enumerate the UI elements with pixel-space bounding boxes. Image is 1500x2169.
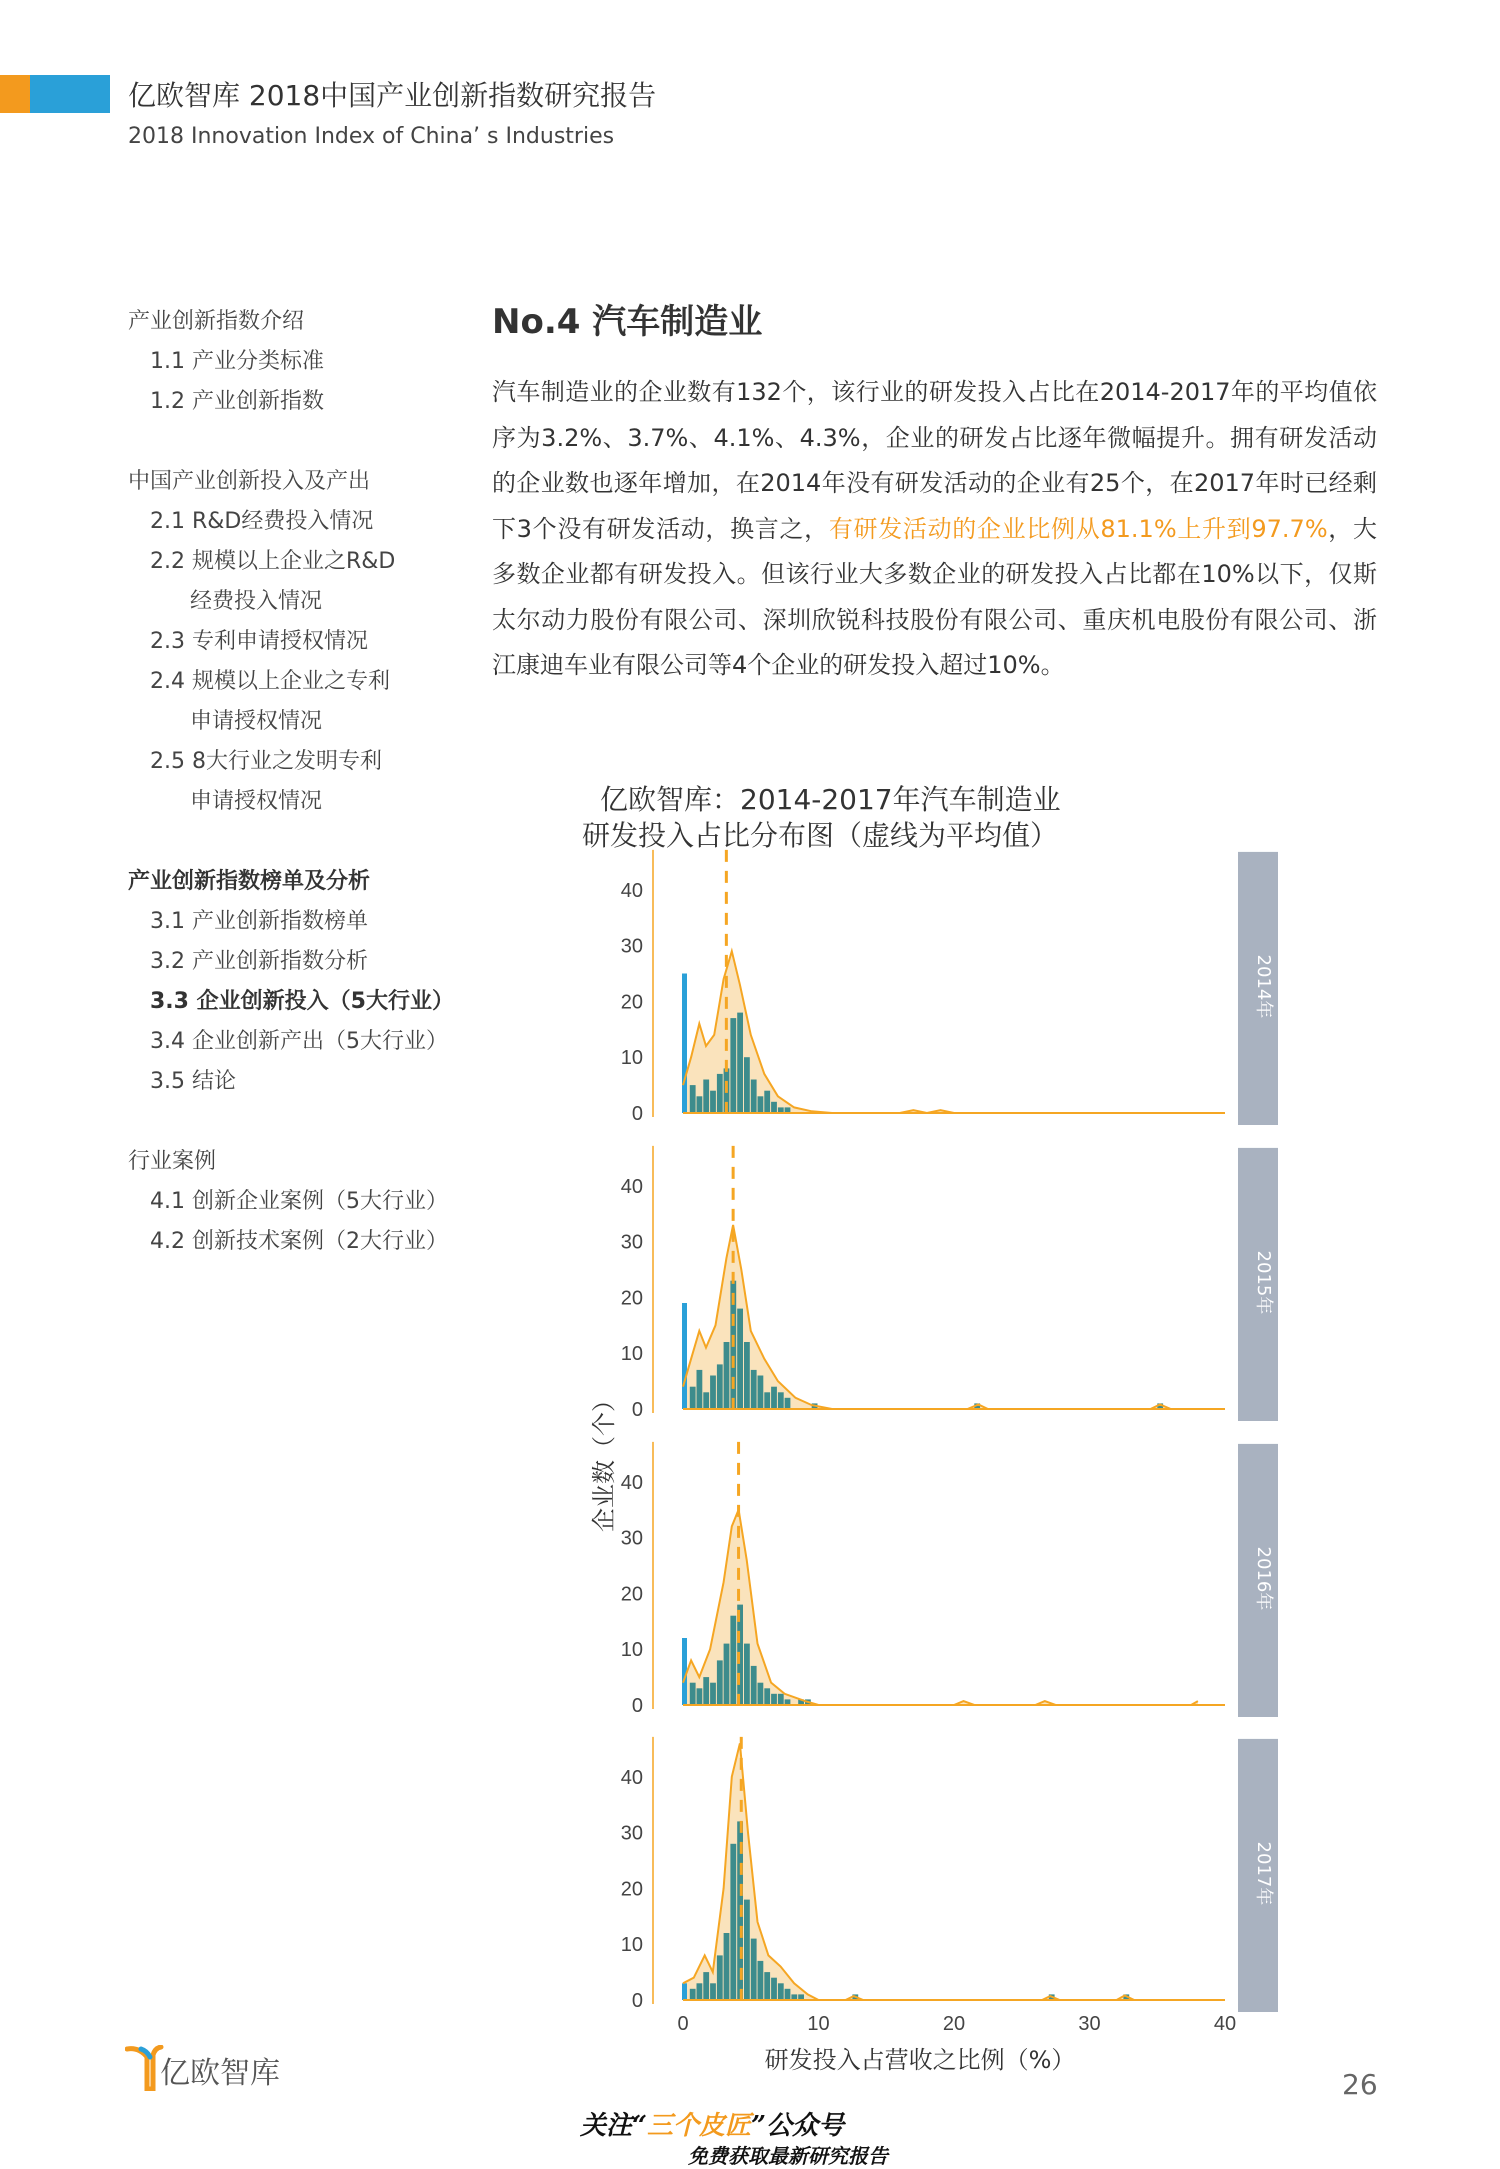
x-tick-label: 30 xyxy=(1078,2013,1101,2035)
histogram-bar xyxy=(710,1091,716,1113)
panel-2015年 xyxy=(621,1146,1278,1421)
promo-line-1 xyxy=(580,2105,844,2142)
no-rd-bar xyxy=(682,1983,687,2000)
no-rd-bar xyxy=(682,1303,687,1409)
histogram-bar xyxy=(771,1694,777,1705)
toc-heading[interactable]: 产业创新指数介绍 xyxy=(128,309,305,334)
y-tick-label: 20 xyxy=(620,1878,643,1901)
body-text-part-1: 汽车制造业的企业数有132个，该行业的研发投入占比在2014-2017年的平均值依序为3.2%、3.7%、4.1%、4.3%，企业的研发占比逐年微幅提升。拥有研发活动的企业数也逐年增加，在2014年没有研发活动的企业有25个，在2017年时已经剩下3个没有研发活动，换言之， xyxy=(492,378,1377,543)
toc-group-2 xyxy=(128,462,488,822)
histogram-bar xyxy=(690,1683,696,1705)
toc-item[interactable]: 2.2 规模以上企业之R&D xyxy=(150,549,396,574)
toc-item[interactable]: 2.1 R&D经费投入情况 xyxy=(150,509,374,534)
y-tick-label: 10 xyxy=(620,1639,643,1662)
toc-item[interactable]: 3.4 企业创新产出（5大行业） xyxy=(150,1029,448,1054)
histogram-bar xyxy=(697,1983,703,2000)
toc-heading-current[interactable]: 产业创新指数榜单及分析 xyxy=(128,869,371,894)
table-of-contents xyxy=(128,302,488,1302)
histogram-bar xyxy=(724,1342,730,1409)
y-tick-label: 10 xyxy=(620,1047,643,1070)
histogram-bar xyxy=(758,1961,764,2000)
toc-item-continued[interactable]: 申请授权情况 xyxy=(190,709,323,734)
histogram-bar xyxy=(730,1844,736,2000)
histogram-bar xyxy=(703,1392,709,1409)
toc-heading[interactable]: 中国产业创新投入及产出 xyxy=(128,469,371,494)
histogram-bar xyxy=(717,1364,723,1409)
promo-text: 关注“ xyxy=(580,2111,647,2141)
facet-strip-label: 2017年 xyxy=(1253,1841,1274,1906)
histogram-bar xyxy=(690,1989,696,2000)
panel-2016年 xyxy=(621,1442,1278,1717)
histogram-bar xyxy=(744,1342,750,1409)
histogram-bar xyxy=(744,1057,750,1113)
y-tick-label: 10 xyxy=(620,1934,643,1957)
histogram-bar xyxy=(697,1688,703,1705)
section-title: No.4 汽车制造业 xyxy=(492,302,763,342)
histogram-bar xyxy=(778,1983,784,2000)
toc-group-4 xyxy=(128,1142,488,1262)
histogram-bar xyxy=(785,1398,791,1409)
y-tick-label: 20 xyxy=(620,1287,643,1310)
histogram-bar xyxy=(758,1376,764,1410)
toc-item[interactable]: 2.4 规模以上企业之专利 xyxy=(150,669,390,694)
histogram-bar xyxy=(758,1096,764,1113)
toc-item-continued[interactable]: 经费投入情况 xyxy=(190,589,323,614)
histogram-bar xyxy=(697,1096,703,1113)
histogram-bar xyxy=(764,1688,770,1705)
histogram-bar xyxy=(710,1376,716,1410)
promo-account-name: 三个皮匠 xyxy=(646,2111,751,2141)
histogram-bar xyxy=(730,1616,736,1705)
x-tick-label: 20 xyxy=(942,2013,966,2035)
y-tick-label: 40 xyxy=(620,879,643,902)
y-tick-label: 40 xyxy=(620,1471,643,1494)
y-tick-label: 0 xyxy=(631,1103,643,1125)
body-text-part-2: ，大多数企业都有研发投入。但该行业大多数企业的研发投入占比都在10%以下，仅斯太尔动力股份有限公司、深圳欣锐科技股份有限公司、重庆机电股份有限公司、浙江康迪车业有限公司等4个企业的研发投入超过10%。 xyxy=(492,514,1377,679)
histogram-bar xyxy=(717,1074,723,1113)
histogram-bar xyxy=(710,1983,716,2000)
histogram-bar xyxy=(703,1080,709,1114)
histogram-bar xyxy=(737,1309,743,1409)
histogram-bar xyxy=(717,1660,723,1705)
panel-2017年 xyxy=(621,1737,1278,2012)
header-accent-blue xyxy=(30,75,110,113)
page-number: 26 xyxy=(1342,2068,1378,2101)
y-tick-label: 20 xyxy=(620,1583,643,1606)
body-highlight: 有研发活动的企业比例从81.1%上升到97.7% xyxy=(828,514,1328,543)
y-tick-label: 30 xyxy=(620,1822,643,1845)
histogram-bar xyxy=(703,1972,709,2000)
y-tick-label: 10 xyxy=(620,1343,643,1366)
chart-title-line-1: 亿欧智库：2014-2017年汽车制造业 xyxy=(600,783,1061,816)
x-axis-label: 研发投入占营收之比例（%） xyxy=(764,2046,1076,2074)
histogram-bar xyxy=(717,1955,723,2000)
histogram-bar xyxy=(730,1018,736,1113)
histogram-bar xyxy=(724,1644,730,1705)
histogram-bar xyxy=(703,1677,709,1705)
no-rd-bar xyxy=(682,974,687,1114)
y-tick-label: 0 xyxy=(631,1990,643,2012)
x-tick-label: 0 xyxy=(677,2013,689,2035)
histogram-bar xyxy=(764,1091,770,1113)
toc-group-1 xyxy=(128,302,488,422)
panel-2014年 xyxy=(621,850,1278,1125)
histogram-bar xyxy=(778,1392,784,1409)
histogram-bar xyxy=(778,1694,784,1705)
histogram-bar xyxy=(710,1683,716,1705)
histogram-bar xyxy=(764,1972,770,2000)
y-tick-label: 0 xyxy=(631,1399,643,1421)
toc-item[interactable]: 2.5 8大行业之发明专利 xyxy=(150,749,382,774)
toc-item[interactable]: 1.1 产业分类标准 xyxy=(150,349,324,374)
promo-line-2: 免费获取最新研究报告 xyxy=(688,2144,888,2168)
toc-item[interactable]: 3.5 结论 xyxy=(150,1069,236,1094)
y-tick-label: 0 xyxy=(631,1695,643,1717)
histogram-bar xyxy=(764,1392,770,1409)
toc-item[interactable]: 1.2 产业创新指数 xyxy=(150,389,324,414)
histogram-bar xyxy=(751,1080,757,1114)
histogram-bar xyxy=(690,1085,696,1113)
toc-group-3 xyxy=(128,862,488,1102)
toc-item-current[interactable]: 3.3 企业创新投入（5大行业） xyxy=(150,989,454,1014)
logo-text: 亿欧智库 xyxy=(160,2056,280,2091)
x-tick-label: 10 xyxy=(807,2013,830,2035)
toc-item[interactable]: 3.1 产业创新指数榜单 xyxy=(150,909,368,934)
histogram-bar xyxy=(758,1683,764,1705)
histogram-bar xyxy=(785,1989,791,2000)
histogram-bar xyxy=(771,1387,777,1409)
x-tick-label: 40 xyxy=(1213,2013,1237,2035)
density-area xyxy=(683,951,1198,1113)
y-tick-label: 20 xyxy=(620,991,643,1014)
histogram-bar xyxy=(724,1933,730,2000)
facet-strip-label: 2016年 xyxy=(1253,1546,1274,1611)
facet-strip-label: 2015年 xyxy=(1253,1250,1274,1315)
y-tick-label: 30 xyxy=(620,1527,643,1550)
histogram-bar xyxy=(744,1644,750,1705)
histogram-bar xyxy=(751,1370,757,1409)
y-tick-label: 40 xyxy=(620,1766,643,1789)
histogram-bar xyxy=(751,1666,757,1705)
y-axis-label: 企业数（个） xyxy=(590,1388,618,1532)
header-accent-orange xyxy=(0,75,30,113)
histogram-bar xyxy=(697,1370,703,1409)
y-tick-label: 40 xyxy=(620,1175,643,1198)
toc-item[interactable]: 4.1 创新企业案例（5大行业） xyxy=(150,1189,448,1214)
toc-item[interactable]: 4.2 创新技术案例（2大行业） xyxy=(150,1229,448,1254)
toc-item-continued[interactable]: 申请授权情况 xyxy=(190,789,323,814)
histogram-bar xyxy=(771,1978,777,2000)
histogram-chart xyxy=(560,840,1300,2100)
histogram-bar xyxy=(751,1939,757,2000)
body-paragraph xyxy=(492,370,1377,689)
y-tick-label: 30 xyxy=(620,935,643,958)
density-area xyxy=(683,1510,1198,1705)
y-tick-label: 30 xyxy=(620,1231,643,1254)
histogram-bar xyxy=(771,1102,777,1113)
toc-item[interactable]: 3.2 产业创新指数分析 xyxy=(150,949,368,974)
promo-text: ”公众号 xyxy=(750,2111,844,2141)
report-subtitle: 2018 Innovation Index of China’ s Industries xyxy=(128,124,615,149)
toc-item[interactable]: 2.3 专利申请授权情况 xyxy=(150,629,368,654)
histogram-bar xyxy=(744,1900,750,2000)
histogram-bar xyxy=(690,1387,696,1409)
toc-heading[interactable]: 行业案例 xyxy=(128,1149,217,1174)
histogram-bar xyxy=(737,1013,743,1113)
facet-strip-label: 2014年 xyxy=(1253,954,1274,1019)
chart-title-line-2: 研发投入占比分布图（虚线为平均值） xyxy=(581,819,1058,852)
report-title: 亿欧智库 2018中国产业创新指数研究报告 xyxy=(128,79,657,112)
